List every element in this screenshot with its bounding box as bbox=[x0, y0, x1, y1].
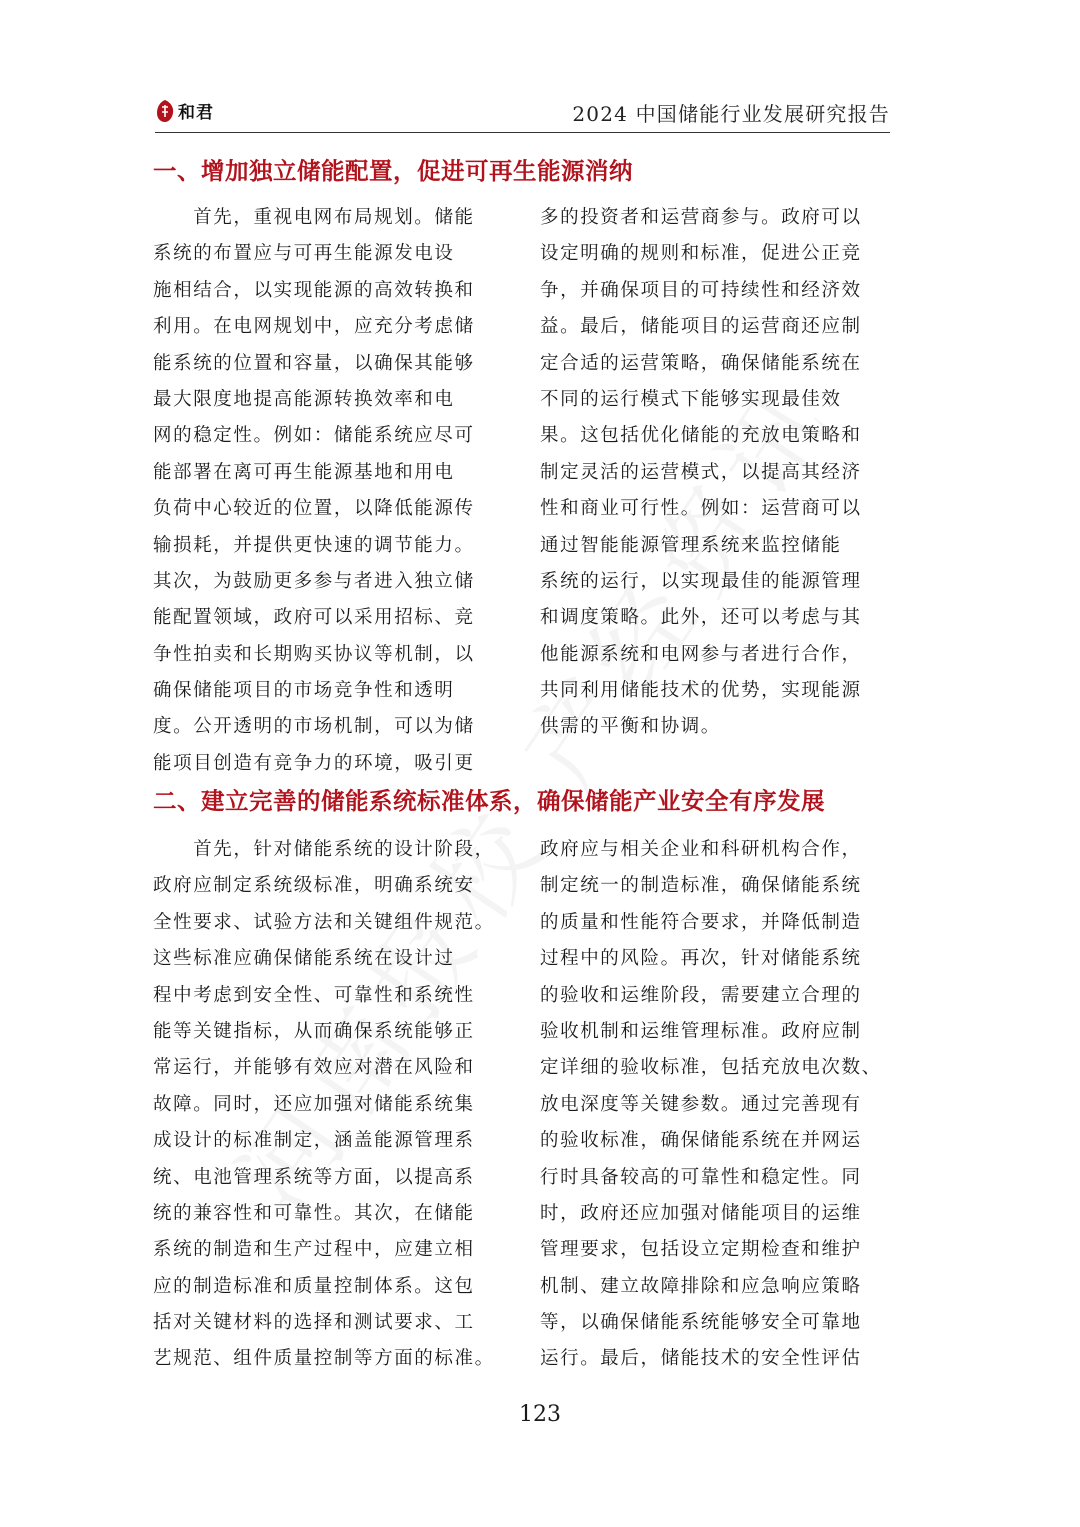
text-line: 施相结合，以实现能源的高效转换和 bbox=[153, 279, 475, 301]
text-line: 统的兼容性和可靠性。其次，在储能 bbox=[153, 1202, 475, 1224]
text-line: 括对关键材料的选择和测试要求、工 bbox=[153, 1312, 475, 1334]
section-heading-2: 二、建立完善的储能系统标准体系，确保储能产业安全有序发展 bbox=[153, 787, 825, 815]
text-line: 验收机制和运维管理标准。政府应制 bbox=[540, 1020, 862, 1042]
text-line: 能等关键指标，从而确保系统能够正 bbox=[153, 1020, 475, 1042]
report-title: 2024 中国储能行业发展研究报告 bbox=[572, 102, 890, 126]
text-line: 首先，针对储能系统的设计阶段， bbox=[153, 839, 495, 860]
text-line: 度。公开透明的市场机制，可以为储 bbox=[153, 716, 475, 738]
logo-text: 和君 bbox=[178, 103, 214, 123]
text-line: 能系统的位置和容量，以确保其能够 bbox=[153, 352, 475, 374]
text-line: 全性要求、试验方法和关键组件规范。 bbox=[153, 911, 495, 933]
text-line: 益。最后，储能项目的运营商还应制 bbox=[540, 316, 862, 338]
text-line: 时，政府还应加强对储能项目的运维 bbox=[540, 1202, 862, 1224]
text-line: 的验收标准，确保储能系统在并网运 bbox=[540, 1130, 862, 1152]
text-line: 机制、建立故障排除和应急响应策略 bbox=[540, 1275, 862, 1297]
text-line: 争，并确保项目的可持续性和经济效 bbox=[540, 279, 862, 301]
text-line: 系统的制造和生产过程中，应建立相 bbox=[153, 1239, 475, 1261]
text-line: 多的投资者和运营商参与。政府可以 bbox=[540, 207, 862, 228]
text-line: 系统的布置应与可再生能源发电设 bbox=[153, 243, 455, 265]
text-line: 网的稳定性。例如：储能系统应尽可 bbox=[153, 425, 475, 447]
text-line: 定详细的验收标准，包括充放电次数、 bbox=[540, 1057, 882, 1079]
text-line: 负荷中心较近的位置，以降低能源传 bbox=[153, 498, 475, 520]
text-line: 设定明确的规则和标准，促进公正竞 bbox=[540, 243, 862, 265]
text-line: 他能源系统和电网参与者进行合作， bbox=[540, 643, 862, 665]
text-line: 果。这包括优化储能的充放电策略和 bbox=[540, 425, 862, 447]
section-1-right-column bbox=[540, 200, 890, 746]
text-line: 制定统一的制造标准，确保储能系统 bbox=[540, 875, 862, 897]
text-line: 性和商业可行性。例如：运营商可以 bbox=[540, 498, 862, 520]
section-heading-1: 一、增加独立储能配置，促进可再生能源消纳 bbox=[153, 157, 633, 185]
text-line: 确保储能项目的市场竞争性和透明 bbox=[153, 680, 455, 702]
text-line: 应的制造标准和质量控制体系。这包 bbox=[153, 1275, 475, 1297]
page-number: 123 bbox=[519, 1402, 561, 1427]
page-header bbox=[155, 92, 890, 133]
text-line: 系统的运行，以实现最佳的能源管理 bbox=[540, 570, 862, 592]
text-line: 制定灵活的运营模式，以提高其经济 bbox=[540, 461, 862, 483]
text-line: 成设计的标准制定，涵盖能源管理系 bbox=[153, 1130, 475, 1152]
text-line: 利用。在电网规划中，应充分考虑储 bbox=[153, 316, 475, 338]
text-line: 能项目创造有竞争力的环境，吸引更 bbox=[153, 752, 475, 774]
logo-seal-icon bbox=[155, 99, 175, 123]
text-line: 运行。最后，储能技术的安全性评估 bbox=[540, 1348, 862, 1370]
text-line: 供需的平衡和协调。 bbox=[540, 716, 721, 738]
text-line: 通过智能能源管理系统来监控储能 bbox=[540, 534, 842, 556]
text-line: 共同利用储能技术的优势，实现能源 bbox=[540, 680, 862, 702]
text-line: 其次，为鼓励更多参与者进入独立储 bbox=[153, 570, 475, 592]
text-line: 过程中的风险。再次，针对储能系统 bbox=[540, 948, 862, 970]
text-line: 故障。同时，还应加强对储能系统集 bbox=[153, 1093, 475, 1115]
text-line: 的验收和运维阶段，需要建立合理的 bbox=[540, 984, 862, 1006]
text-line: 政府应制定系统级标准，明确系统安 bbox=[153, 875, 475, 897]
text-line: 放电深度等关键参数。通过完善现有 bbox=[540, 1093, 862, 1115]
text-line: 最大限度地提高能源转换效率和电 bbox=[153, 388, 455, 410]
section-2-left-column bbox=[153, 832, 503, 1378]
text-line: 不同的运行模式下能够实现最佳效 bbox=[540, 388, 842, 410]
text-line: 的质量和性能符合要求，并降低制造 bbox=[540, 911, 862, 933]
text-line: 定合适的运营策略，确保储能系统在 bbox=[540, 352, 862, 374]
text-line: 能部署在离可再生能源基地和用电 bbox=[153, 461, 455, 483]
text-line: 艺规范、组件质量控制等方面的标准。 bbox=[153, 1348, 495, 1370]
text-line: 能配置领域，政府可以采用招标、竞 bbox=[153, 607, 475, 629]
text-line: 行时具备较高的可靠性和稳定性。同 bbox=[540, 1166, 862, 1188]
text-line: 首先，重视电网布局规划。储能 bbox=[153, 207, 475, 228]
text-line: 输损耗，并提供更快速的调节能力。 bbox=[153, 534, 475, 556]
text-line: 争性拍卖和长期购买协议等机制，以 bbox=[153, 643, 475, 665]
text-line: 程中考虑到安全性、可靠性和系统性 bbox=[153, 984, 475, 1006]
text-line: 管理要求，包括设立定期检查和维护 bbox=[540, 1239, 862, 1261]
text-line: 和调度策略。此外，还可以考虑与其 bbox=[540, 607, 862, 629]
section-1-left-column bbox=[153, 200, 503, 782]
section-2-right-column bbox=[540, 832, 890, 1378]
text-line: 等，以确保储能系统能够安全可靠地 bbox=[540, 1312, 862, 1334]
logo bbox=[155, 98, 214, 123]
text-line: 这些标准应确保储能系统在设计过 bbox=[153, 948, 455, 970]
text-line: 统、电池管理系统等方面，以提高系 bbox=[153, 1166, 475, 1188]
text-line: 常运行，并能够有效应对潜在风险和 bbox=[153, 1057, 475, 1079]
text-line: 政府应与相关企业和科研机构合作， bbox=[540, 839, 862, 860]
